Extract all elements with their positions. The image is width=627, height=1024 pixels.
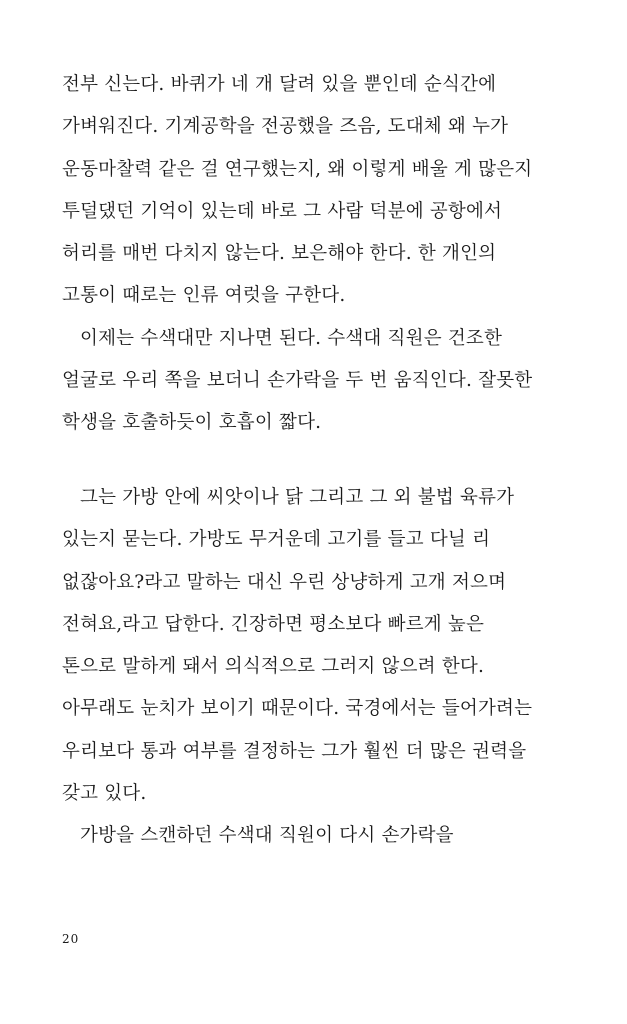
text-line: 전부 신는다. 바퀴가 네 개 달려 있을 뿐인데 순식간에 xyxy=(62,74,497,95)
page-number: 20 xyxy=(62,932,80,946)
text-block-1 xyxy=(62,64,533,445)
text-line: 운동마찰력 같은 걸 연구했는지, 왜 이렇게 배울 게 많은지 xyxy=(62,158,533,180)
text-line: 없잖아요?라고 말하는 대신 우린 상냥하게 고개 저으며 xyxy=(62,571,507,593)
text-line: 가방을 스캔하던 수색대 직원이 다시 손가락을 xyxy=(80,825,454,847)
text-line: 투덜댔던 기억이 있는데 바로 그 사람 덕분에 공항에서 xyxy=(62,200,503,222)
text-line: 있는지 묻는다. 가방도 무거운데 고기를 들고 다닐 리 xyxy=(62,529,491,551)
text-line: 이제는 수색대만 지나면 된다. 수색대 직원은 건조한 xyxy=(80,327,503,349)
text-line: 우리보다 통과 여부를 결정하는 그가 훨씬 더 많은 권력을 xyxy=(62,740,527,762)
text-line: 가벼워진다. 기계공학을 전공했을 즈음, 도대체 왜 누가 xyxy=(62,116,509,138)
text-line: 전혀요,라고 답한다. 긴장하면 평소보다 빠르게 높은 xyxy=(62,613,485,635)
text-line: 아무래도 눈치가 보이기 때문이다. 국경에서는 들어가려는 xyxy=(62,698,533,720)
text-line: 얼굴로 우리 쪽을 보더니 손가락을 두 번 움직인다. 잘못한 xyxy=(62,370,533,392)
text-line: 허리를 매번 다치지 않는다. 보은해야 한다. 한 개인의 xyxy=(62,243,497,265)
text-block-2 xyxy=(62,477,533,858)
text-line: 그는 가방 안에 씨앗이나 닭 그리고 그 외 불법 육류가 xyxy=(80,487,515,508)
text-line: 톤으로 말하게 돼서 의식적으로 그러지 않으려 한다. xyxy=(62,656,485,678)
text-line: 고통이 때로는 인류 여럿을 구한다. xyxy=(62,285,346,307)
text-line: 갖고 있다. xyxy=(62,783,147,805)
text-line: 학생을 호출하듯이 호흡이 짧다. xyxy=(62,412,322,434)
